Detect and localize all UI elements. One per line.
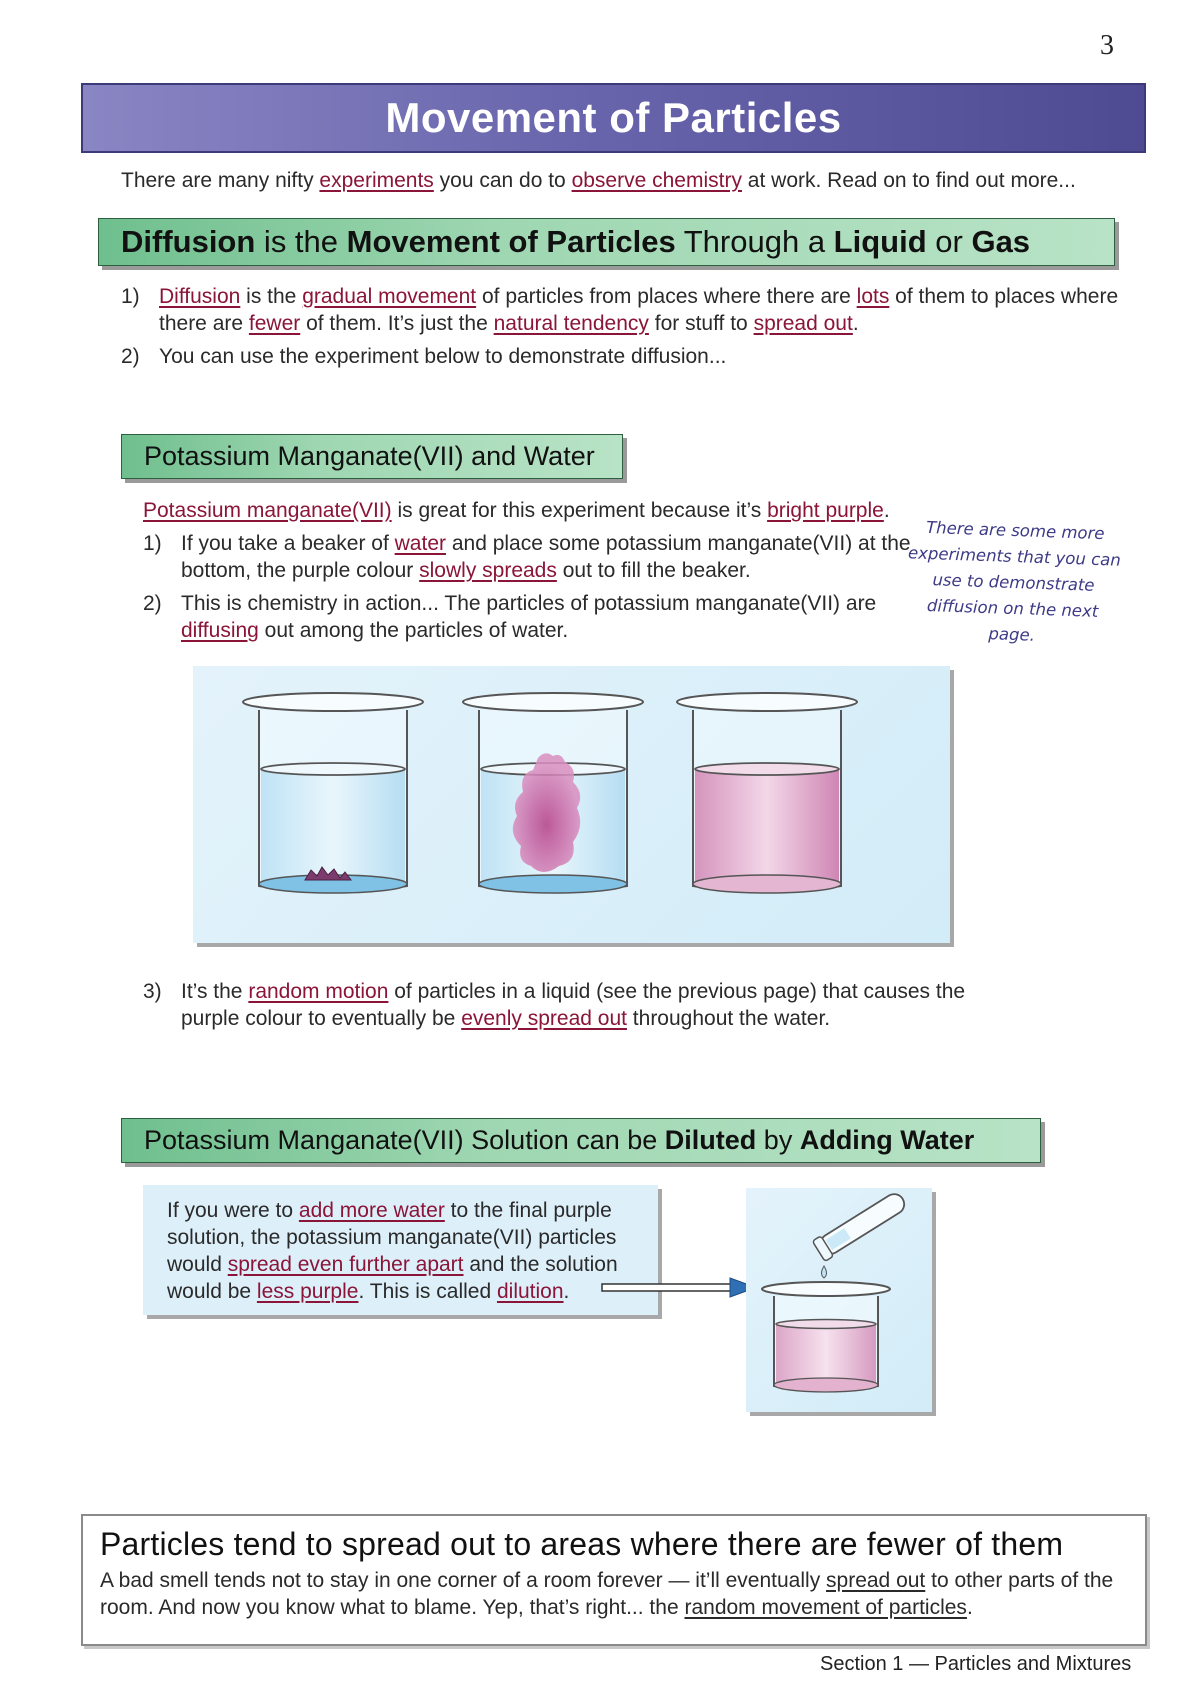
diffusion-list xyxy=(121,283,1121,370)
beaker-3 xyxy=(677,693,857,893)
dilution-diagram xyxy=(746,1188,932,1412)
page-footer: Section 1 — Particles and Mixtures xyxy=(820,1653,1132,1675)
list-item: 1) If you take a beaker of water and place some potassium manganate(VII) at the bottom, the purple colour slowly spreads out to fill the beaker. xyxy=(143,532,911,582)
list-item: 1) Diffusion is the gradual movement of particles from places where there are lots of them to places where there are fewer of them. It’s just the natural tendency for stuff to spread out. xyxy=(121,285,1119,335)
dilution-info-box: If you were to add more water to the final purple solution, the potassium manganate(VII) particles would spread even further apart and the solution would be less purple. This is called dilution. xyxy=(143,1185,658,1315)
page-title-bar xyxy=(81,83,1146,153)
diffusion-illustration xyxy=(193,666,950,943)
water-drop xyxy=(822,1266,827,1278)
beaker-2 xyxy=(463,693,643,893)
beaker xyxy=(762,1282,890,1392)
intro-paragraph: There are many nifty experiments you can do to observe chemistry at work. Read on to find out more... xyxy=(121,169,1076,192)
keyword: experiments xyxy=(319,169,434,192)
lead-sentence: Potassium manganate(VII) is great for this experiment because it’s bright purple. xyxy=(143,499,890,522)
beakers-diagram xyxy=(193,666,950,943)
side-note: There are some more experiments that you can use to demonstrate diffusion on the next page. xyxy=(907,517,1122,645)
section-heading-potassium-manganate: Potassium Manganate(VII) and Water xyxy=(121,434,623,479)
section-heading-diffusion: Diffusion is the Movement of Particles Through a Liquid or Gas xyxy=(98,218,1115,266)
summary-box xyxy=(81,1514,1147,1646)
diffusion-explanation xyxy=(143,978,973,1032)
keyword: observe chemistry xyxy=(571,169,742,192)
beaker-1 xyxy=(243,693,423,893)
arrow-icon xyxy=(600,1276,760,1300)
summary-title: Particles tend to spread out to areas where there are fewer of them xyxy=(100,1526,1064,1562)
page-number: 3 xyxy=(1100,30,1114,61)
test-tube xyxy=(812,1189,909,1262)
summary-text: A bad smell tends not to stay in one corner of a room forever — it’ll eventually spread out to other parts of the room. And now you know what to blame. Yep, that’s right... the random movement of particles. xyxy=(100,1569,1114,1619)
page-title: Movement of Particles xyxy=(385,94,842,141)
dilution-illustration xyxy=(746,1188,932,1412)
list-item: 2) You can use the experiment below to demonstrate diffusion... xyxy=(121,345,727,368)
list-item: 2) This is chemistry in action... The particles of potassium manganate(VII) are diffusing out among the particles of water. xyxy=(143,592,877,642)
experiment-text xyxy=(143,497,913,644)
list-item: 3) It’s the random motion of particles in a liquid (see the previous page) that causes the purple colour to eventually be evenly spread out throughout the water. xyxy=(143,980,966,1030)
section-heading-dilution: Potassium Manganate(VII) Solution can be Diluted by Adding Water xyxy=(121,1118,1041,1163)
